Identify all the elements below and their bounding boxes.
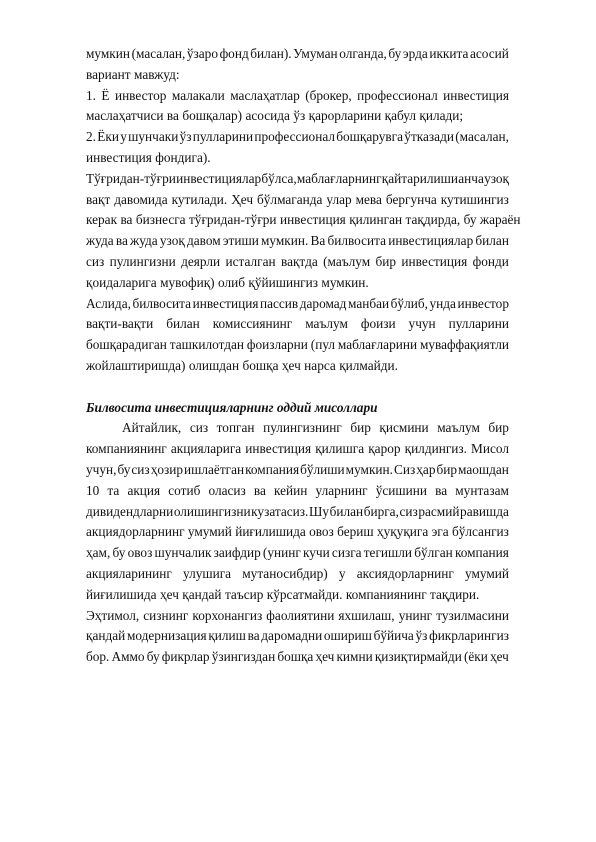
word: тўғридан-тўғри [188, 212, 277, 228]
word: ўз [179, 129, 192, 145]
text-line [86, 418, 509, 439]
word: Ва [310, 233, 326, 249]
word: асосий [469, 46, 509, 61]
word: инвестиция [279, 212, 346, 228]
word: кўрсатмайди. [266, 586, 343, 602]
word: бизнесга [135, 212, 186, 228]
word: кузатасиз. [251, 503, 309, 519]
word: профессионал [254, 129, 335, 145]
text-line [86, 606, 509, 627]
text-line [86, 439, 509, 460]
text-line [86, 127, 509, 148]
word: ўз [293, 108, 306, 124]
word: сиз [131, 461, 150, 477]
text-line [86, 564, 509, 585]
word: ва [120, 212, 133, 228]
word: инвестиция [401, 253, 468, 269]
word: фонди [472, 253, 509, 269]
word: ишлаётган [184, 461, 245, 477]
text-line [86, 335, 509, 356]
word: қандай [182, 586, 222, 602]
word: фаолиятини [266, 607, 335, 623]
word: бўйича [373, 628, 414, 644]
word: (масалан, [131, 46, 186, 61]
text-line [86, 190, 509, 211]
word: мумкин [86, 46, 130, 61]
word: бу [112, 545, 126, 561]
word: эга [431, 524, 449, 540]
word: инвестиция [192, 295, 259, 311]
word: ва [253, 482, 266, 498]
word: қарорларини [308, 108, 382, 124]
word: ташкилотдан [169, 337, 244, 353]
word: ҳар [416, 461, 436, 477]
word: сиз [399, 503, 418, 519]
word: у [120, 129, 127, 145]
word: давомида [114, 191, 168, 207]
word: 10 [86, 482, 100, 498]
word: сиз [189, 420, 209, 436]
word: фоизи [360, 316, 396, 332]
word: бўлсангиз [451, 524, 509, 540]
word: билвосита [132, 295, 192, 311]
text-line [86, 210, 521, 231]
word: кимни [336, 649, 373, 665]
text-line [86, 273, 509, 294]
word: маошдан [458, 461, 509, 477]
word: фикрлар [161, 649, 210, 665]
word: ўзаро [186, 46, 218, 61]
word: бир [488, 420, 509, 436]
word: тақдири. [430, 586, 480, 602]
word: топган [216, 420, 255, 436]
word: дивидендларни [86, 503, 174, 519]
word: мева [355, 191, 382, 207]
word: 1. [86, 87, 96, 103]
word: инвестор [457, 295, 509, 311]
word: бўлмаганда [257, 191, 323, 207]
text-line [86, 626, 509, 647]
word: пассив [259, 295, 299, 311]
word: билан). [250, 46, 292, 61]
word: пулларини [448, 316, 509, 332]
word: (маълум [323, 253, 371, 269]
word: тақдирда, [405, 212, 461, 228]
word: қабул [384, 108, 416, 124]
word: олиб [217, 274, 245, 290]
word: муваффақиятли [419, 337, 509, 353]
word: Айтайлик, [122, 420, 182, 436]
word: учун, [86, 461, 117, 477]
text-line [86, 647, 509, 668]
word: фондига). [155, 149, 211, 165]
word: ва [247, 628, 260, 644]
word: бериш [337, 524, 374, 540]
word: йиғилишида [235, 524, 306, 540]
word: унда [429, 295, 456, 311]
word: вақтда [280, 253, 318, 269]
word: қўйишингиз [248, 274, 319, 290]
word: бир [350, 420, 371, 436]
word: исталган [225, 253, 276, 269]
word: овоз [127, 545, 153, 561]
word: ҳозир [150, 461, 184, 477]
word: керак [86, 212, 118, 228]
word: қилинган [349, 212, 403, 228]
word: ўз [415, 628, 428, 644]
word: бошқарувга [336, 129, 404, 145]
word: корхонангиз [192, 607, 263, 623]
word: қоидаларига [86, 274, 157, 290]
word: Эҳтимол, [86, 607, 140, 623]
word: бошқарадиган [86, 337, 167, 353]
text-line [86, 44, 509, 65]
word: этиши [222, 233, 259, 249]
text-line [86, 86, 509, 107]
word: таъсир [224, 586, 264, 602]
word: ўзингиздан [211, 649, 276, 665]
word: қисмини [379, 420, 429, 436]
word: бирга, [363, 503, 399, 519]
word: маблағларини [337, 337, 418, 353]
word: сизга [331, 545, 362, 561]
word: инвестициялар [176, 170, 262, 186]
word: Тўғридан-тўғри [86, 170, 176, 186]
word: сиз [86, 253, 105, 269]
word: акциядорларнинг [86, 524, 185, 540]
word: мунтазам [455, 482, 509, 498]
word: инвестициялар [388, 233, 474, 249]
word: вақт [86, 191, 111, 207]
word: тузилмасини [436, 607, 509, 623]
word: бир [436, 461, 458, 477]
word: вақти-вақти [86, 316, 154, 332]
text-line [86, 231, 509, 252]
word: мумкин. [261, 233, 309, 249]
text-line [86, 481, 509, 502]
word: деярли [181, 253, 221, 269]
word: бергунча [385, 191, 437, 207]
word: манбаи [348, 295, 390, 311]
word: та [107, 482, 120, 498]
word: малакали [171, 87, 225, 103]
word: қилади; [419, 108, 464, 124]
word: олганда, [339, 46, 387, 61]
word: комиссиянинг [212, 316, 293, 332]
word: заифдир [213, 545, 261, 561]
word: Ёки [97, 129, 119, 145]
word: (ёки [463, 649, 488, 665]
word: анча [458, 170, 484, 186]
word: мувофиқ) [160, 274, 215, 290]
word: ҳеч [281, 357, 301, 373]
word: бу [146, 649, 160, 665]
word: оласиз [208, 482, 246, 498]
word: билан [329, 503, 364, 519]
word: бу [117, 461, 131, 477]
word: (брокер, [305, 87, 352, 103]
word: сизнинг [143, 607, 189, 623]
word: мавжуд: [134, 66, 180, 82]
word: шунчалик [154, 545, 212, 561]
word: ўтказади [404, 129, 454, 145]
word: акция [127, 482, 161, 498]
word: сотиб [168, 482, 201, 498]
word: бўлса, [261, 170, 297, 186]
text-line [86, 502, 509, 523]
word: тегишли [363, 545, 413, 561]
word: акцияларига [170, 441, 242, 457]
word: бошқа [242, 357, 279, 373]
word: пулингизнинг [263, 420, 342, 436]
word: маблағларнинг [296, 170, 382, 186]
word: (пул [310, 337, 336, 353]
word: маслаҳатлар [230, 87, 300, 103]
text-line [86, 356, 509, 377]
word: даромад [299, 295, 347, 311]
word: фонд [219, 46, 249, 61]
word: қилишга [315, 441, 365, 457]
word: Умуман [293, 46, 338, 61]
word: ҳеч [159, 586, 179, 602]
word: профессионал [357, 87, 438, 103]
word: ошириш [323, 628, 372, 644]
word: узоқ [484, 170, 509, 186]
word: нарса [304, 357, 336, 373]
word: ҳуқуқига [376, 524, 429, 540]
word: компания [245, 461, 300, 477]
word: олишингизни [173, 503, 251, 519]
word: маълум [305, 316, 348, 332]
word: бўлган [414, 545, 453, 561]
text-line [86, 169, 509, 190]
word: улар [326, 191, 352, 207]
word: бошқалар) [182, 108, 243, 124]
text-line [86, 314, 509, 335]
word: эрда [402, 46, 428, 61]
word: бу [463, 212, 477, 228]
word: Шу [308, 503, 329, 519]
word: қарор [368, 441, 401, 457]
word: фикрларингиз [429, 628, 509, 644]
text-line [86, 460, 509, 481]
word: шунчаки [128, 129, 179, 145]
word: унинг [398, 607, 433, 623]
document-page [86, 44, 521, 668]
word: Ҳеч [231, 191, 254, 207]
word: узоқ [159, 233, 185, 249]
word: компания [454, 545, 509, 561]
word: у [338, 565, 346, 581]
text-line [86, 522, 509, 543]
word: Ё [101, 87, 110, 103]
word: ўсишини [375, 482, 427, 498]
word: билан [475, 233, 509, 249]
word: инвестицияларнинг [154, 399, 274, 415]
word: умумий [464, 565, 509, 581]
word: жуда [86, 233, 114, 249]
word: расмий [418, 503, 460, 519]
word: кутишингиз [440, 191, 509, 207]
word: улушига [183, 565, 232, 581]
text-line [86, 585, 509, 606]
word: кутилади. [171, 191, 228, 207]
word: бор. [86, 649, 110, 665]
word: инвестиция [245, 441, 312, 457]
word: мутаносибдир) [242, 565, 328, 581]
word: даромадни [261, 628, 323, 644]
word: ва [435, 482, 448, 498]
word: (унинг [262, 545, 301, 561]
word: давом [186, 233, 221, 249]
word: қизиқтирмайди [374, 649, 462, 665]
word: инвестиция [86, 149, 152, 165]
word: (масалан, [455, 129, 509, 145]
word: қилиш [208, 628, 246, 644]
word: мумкин. [321, 274, 369, 290]
word: пулингизни [109, 253, 176, 269]
word: билвосита [327, 233, 387, 249]
word: фоизларни [246, 337, 308, 353]
word: Билвосита [86, 399, 152, 415]
word: ҳеч [489, 649, 509, 665]
word: иккита [429, 46, 469, 61]
word: жойлаштиришда) [86, 357, 186, 373]
word: бўлиб, [390, 295, 428, 311]
text-line [86, 252, 509, 273]
word: маслаҳатчиси [86, 108, 164, 124]
word: бошқа [277, 649, 314, 665]
word: мисоллари [314, 399, 378, 415]
word: ва [115, 233, 128, 249]
word: овоз [309, 524, 334, 540]
word: инвестиция [443, 87, 509, 103]
word: олишдан [188, 357, 240, 373]
word: уларнинг [315, 482, 368, 498]
word: пулларини [192, 129, 254, 145]
word: асосида [245, 108, 290, 124]
word: қандай [86, 628, 126, 644]
text-line [86, 294, 509, 315]
text-line [86, 106, 509, 127]
word: кучи [303, 545, 330, 561]
word: инвестор [114, 87, 167, 103]
word: Мисол [471, 441, 509, 457]
word: бу [388, 46, 402, 61]
word: бўлиши [300, 461, 345, 477]
word: модернизация [126, 628, 207, 644]
word: учун [408, 316, 436, 332]
word: маълум [437, 420, 480, 436]
word: 2. [86, 129, 96, 145]
word: қилмайди. [339, 357, 398, 373]
word: ҳеч [315, 649, 335, 665]
text-line [86, 148, 509, 169]
word: вариант [86, 66, 131, 82]
word: йиғилишида [86, 586, 157, 602]
text-line [86, 65, 509, 86]
word: аксиядорларнинг [356, 565, 454, 581]
word: компаниянинг [86, 441, 167, 457]
word: мумкин. [345, 461, 393, 477]
word: равишда [460, 503, 509, 519]
word: Сиз [394, 461, 416, 477]
word: Аммо [111, 649, 145, 665]
word: бир [375, 253, 397, 269]
word: ва [166, 108, 179, 124]
word: билан [166, 316, 200, 332]
word: яхшилаш, [338, 607, 395, 623]
word: жараён [479, 212, 521, 228]
section-heading [86, 398, 509, 419]
word: қайтарилиши [381, 170, 459, 186]
word: компаниянинг [345, 586, 427, 602]
blank-line [86, 377, 509, 398]
word: Аслида, [86, 295, 131, 311]
word: умумий [187, 524, 232, 540]
word: акцияларининг [86, 565, 172, 581]
text-line [86, 543, 509, 564]
word: жуда [130, 233, 158, 249]
word: кейин [274, 482, 308, 498]
word: ҳам, [86, 545, 111, 561]
word: оддий [276, 399, 312, 415]
word: қилдингиз. [404, 441, 467, 457]
